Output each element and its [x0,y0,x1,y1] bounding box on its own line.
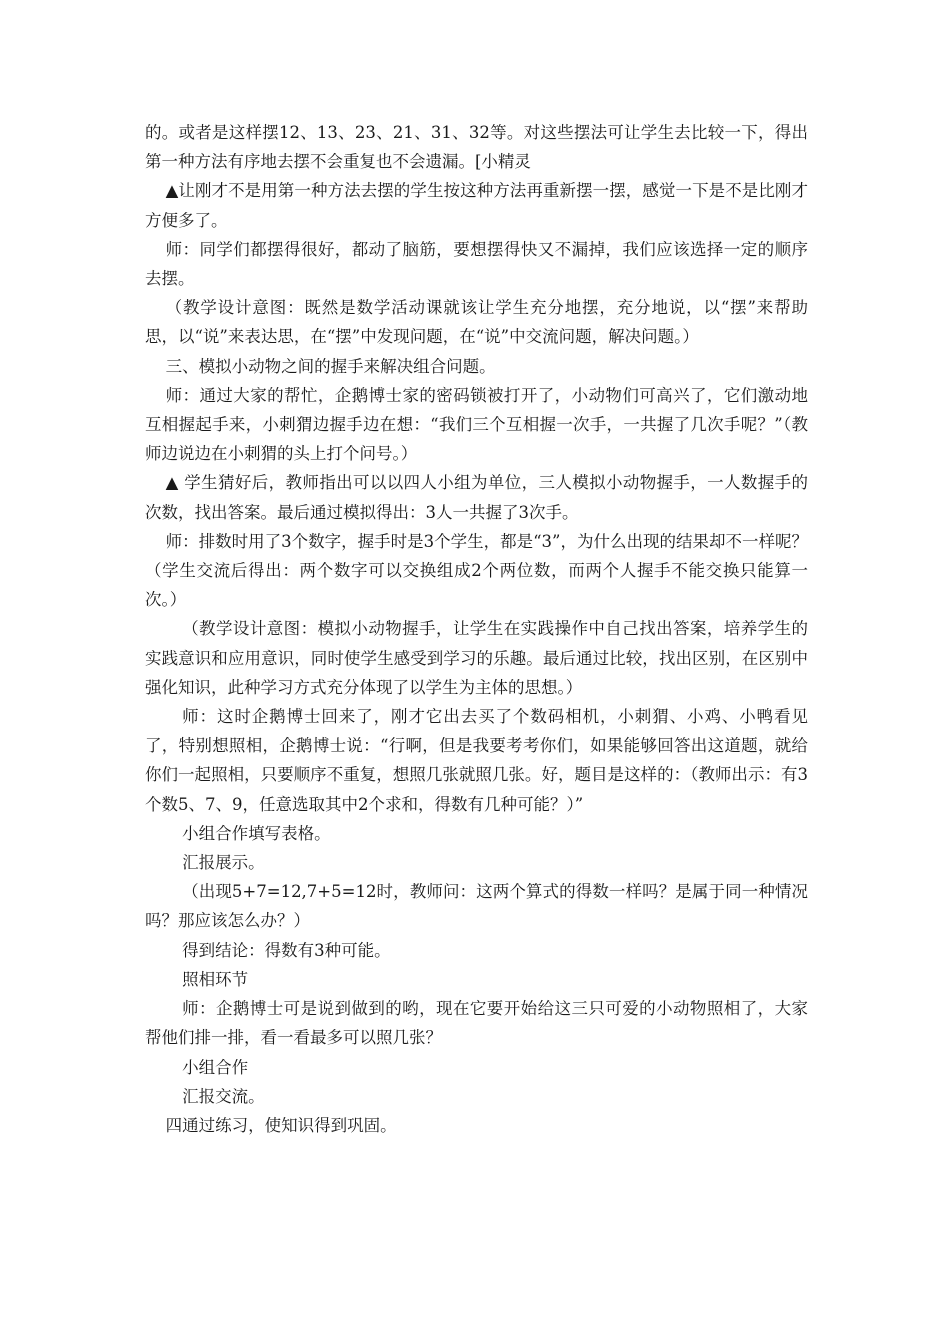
document-body [145,118,808,1140]
paragraph: 四通过练习，使知识得到巩固。 [165,1115,397,1135]
paragraph: （教学设计意图：既然是数学活动课就该让学生充分地摆，充分地说，以“摆”来帮助思，以“说”来表达思，在“摆”中发现问题，在“说”中交流问题，解决问题。） [145,298,808,347]
paragraph: 师：通过大家的帮忙，企鹅博士家的密码锁被打开了，小动物们可高兴了，它们激动地互相握起手来，小刺猬边握手边在想：“我们三个互相握一次手，一共握了几次手呢？”（教师边说边在小刺猬的头上打个问号。） [145,385,808,464]
paragraph: 汇报交流。 [182,1086,265,1106]
paragraph: （出现5+7=12,7+5=12时，教师问：这两个算式的得数一样吗？是属于同一种情况吗？那应该怎么办？） [145,882,808,931]
paragraph: ▲ 学生猜好后，教师指出可以以四人小组为单位，三人模拟小动物握手，一人数握手的次数，找出答案。最后通过模拟得出：3人一共握了3次手。 [145,473,808,522]
paragraph: 师：这时企鹅博士回来了，刚才它出去买了个数码相机，小刺猬、小鸡、小鸭看见了，特别想照相，企鹅博士说：“行啊，但是我要考考你们，如果能够回答出这道题，就给你们一起照相，只要顺序不重复，想照几张就照几张。好，题目是这样的：（教师出示：有3个数5、7、9，任意选取其中2个求和，得数有几种可能？）” [145,707,808,814]
paragraph: ▲让刚才不是用第一种方法去摆的学生按这种方法再重新摆一摆，感觉一下是不是比刚才方便多了。 [145,181,808,230]
paragraph: （教学设计意图：模拟小动物握手，让学生在实践操作中自己找出答案，培养学生的实践意识和应用意识，同时使学生感受到学习的乐趣。最后通过比较，找出区别，在区别中强化知识，此种学习方式充分体现了以学生为主体的思想。） [145,619,808,697]
paragraph: 照相环节 [182,969,249,989]
paragraph: 汇报展示。 [182,853,265,873]
paragraph: 的。或者是这样摆12、13、23、21、31、32等。对这些摆法可让学生去比较一下，得出第一种方法有序地去摆不会重复也不会遗漏。[小精灵 [145,123,808,172]
paragraph: 小组合作填写表格。 [182,823,331,843]
paragraph: 师：企鹅博士可是说到做到的哟，现在它要开始给这三只可爱的小动物照相了，大家帮他们排一排，看一看最多可以照几张？ [145,999,808,1048]
paragraph: 师：同学们都摆得很好，都动了脑筋，要想摆得快又不漏掉，我们应该选择一定的顺序去摆。 [145,239,808,289]
paragraph: 得到结论：得数有3种可能。 [182,940,391,960]
paragraph: 师：排数时用了3个数字，握手时是3个学生，都是“3”，为什么出现的结果却不一样呢？（学生交流后得出：两个数字可以交换组成2个两位数，而两个人握手不能交换只能算一次。） [145,531,808,610]
paragraph: 小组合作 [182,1057,249,1077]
paragraph: 三、模拟小动物之间的握手来解决组合问题。 [165,356,496,376]
